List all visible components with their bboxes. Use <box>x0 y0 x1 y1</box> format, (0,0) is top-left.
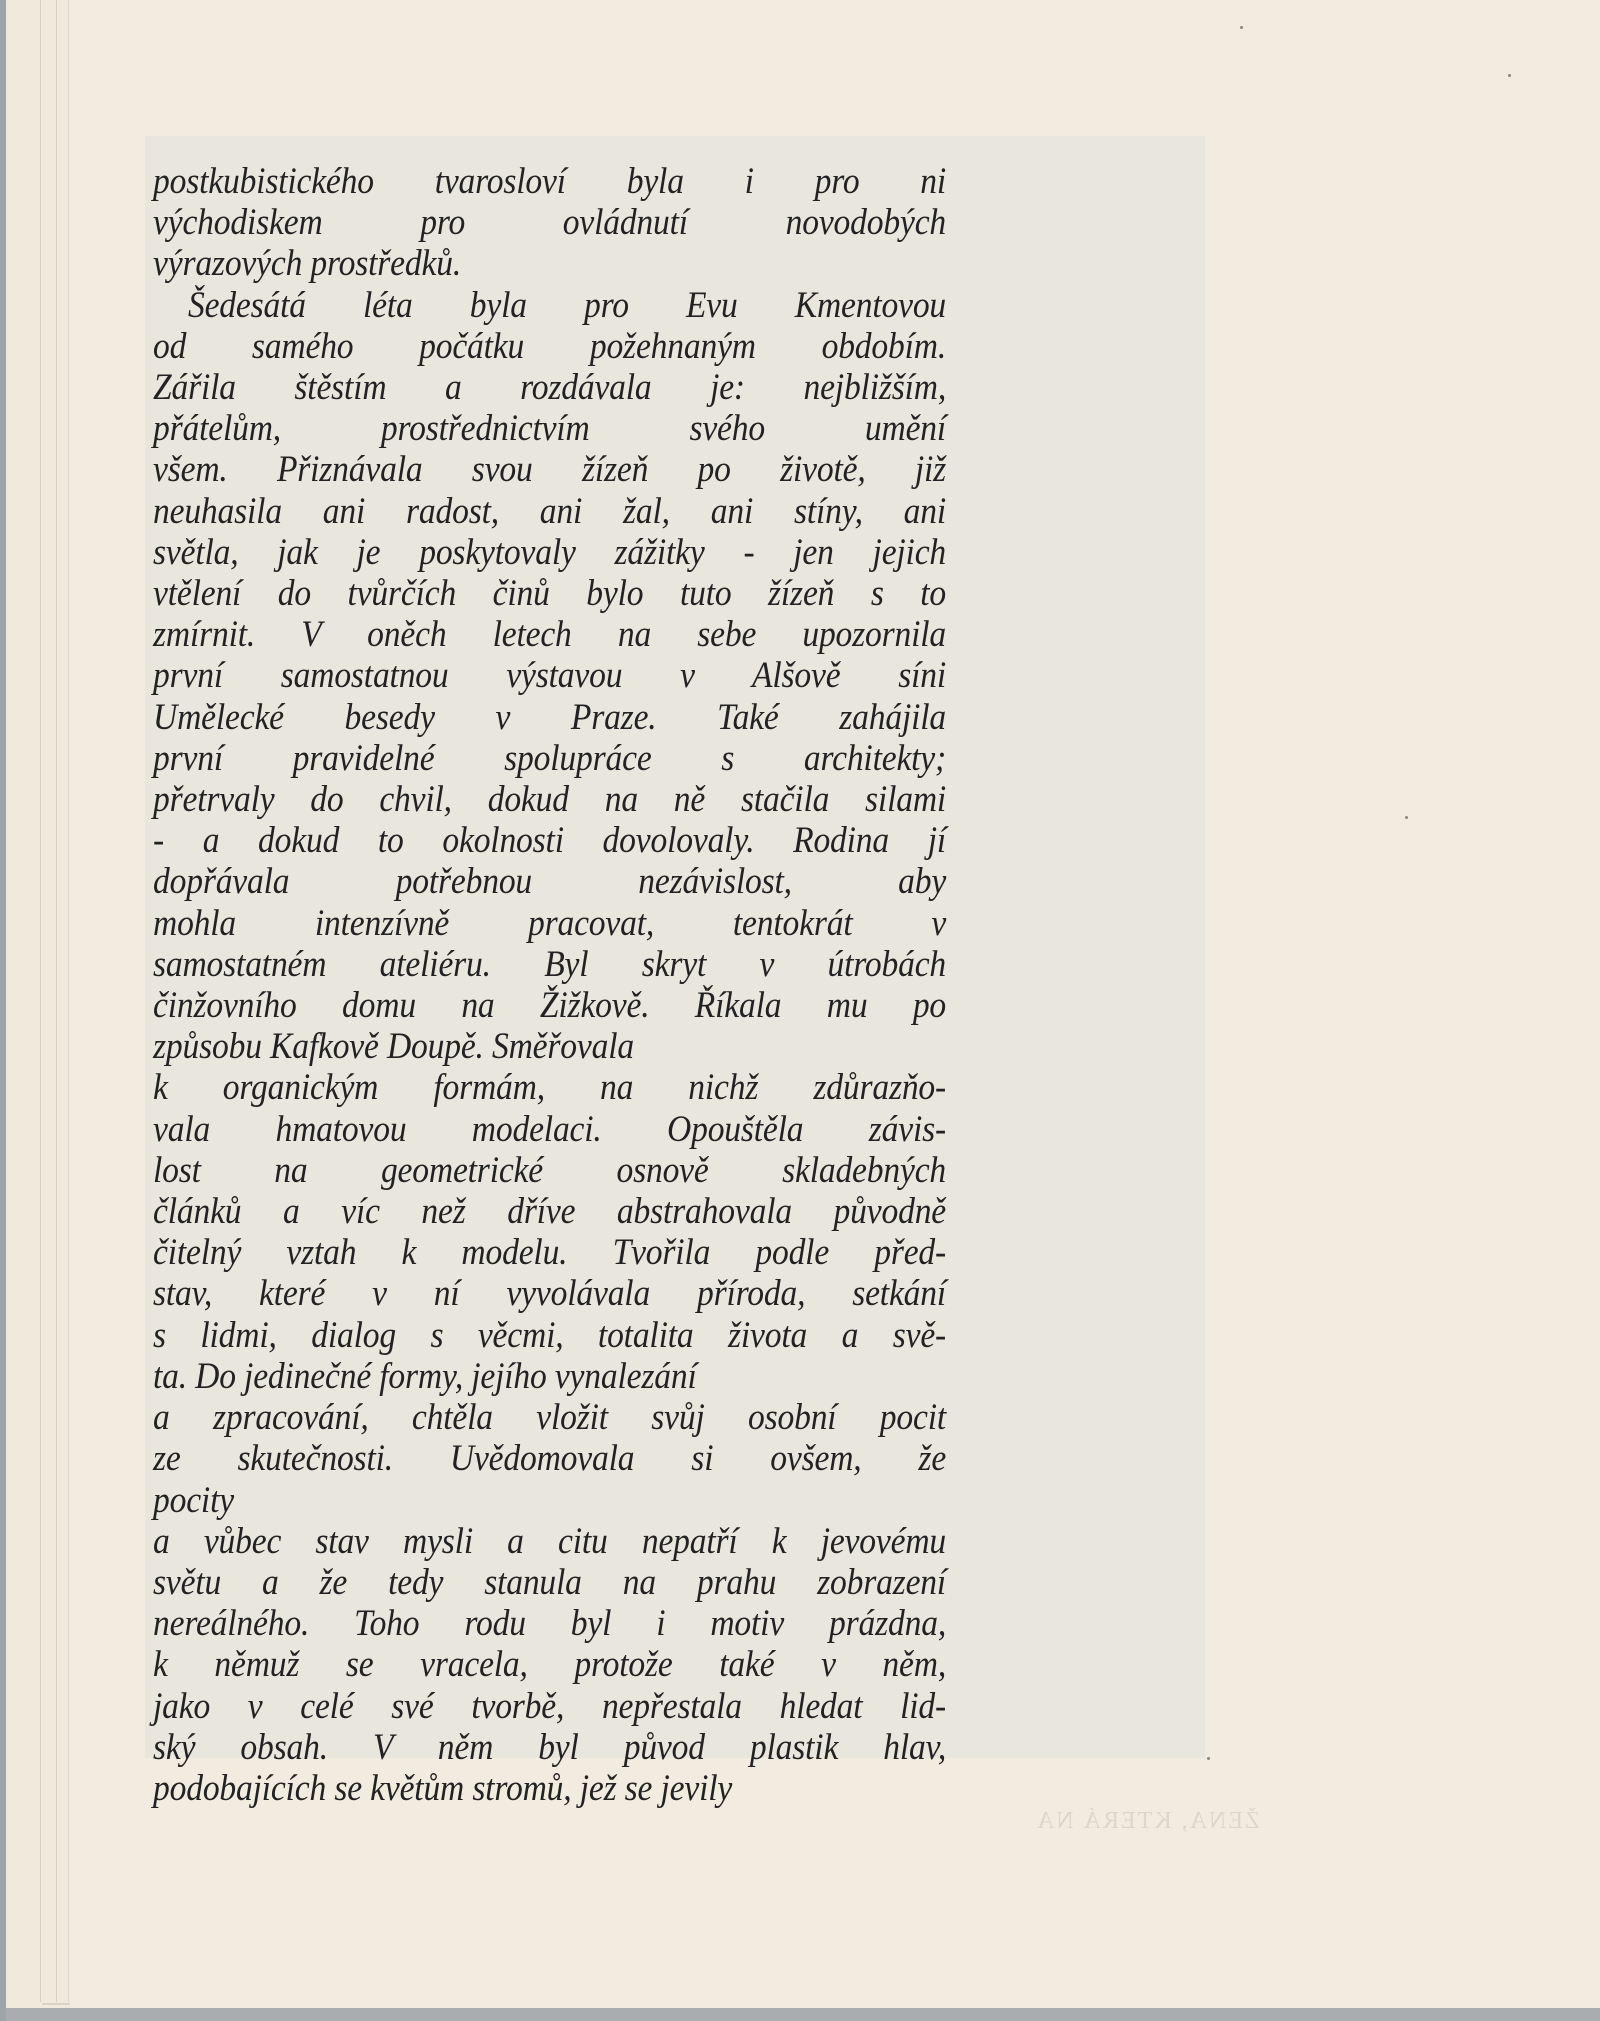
text-line: od samého počátku požehnaným obdobím. <box>153 324 947 366</box>
text-line: k němuž se vracela, protože také v něm, <box>153 1643 947 1685</box>
page-edge-line <box>68 0 69 2002</box>
text-line: výrazových prostředků. <box>153 242 462 284</box>
text-line: ta. Do jedinečné formy, jejího vynalezání <box>153 1354 697 1396</box>
text-line: nereálného. Toho rodu byl i motiv prázdna, <box>153 1602 947 1644</box>
text-line: všem. Přiznávala svou žízeň po životě, již <box>153 448 947 490</box>
text-line: způsobu Kafkově Doupě. Směřovala <box>153 1025 634 1067</box>
body-text <box>153 160 953 1808</box>
paper-speck <box>1240 26 1243 29</box>
text-line: samostatném ateliéru. Byl skryt v útrobách <box>153 942 947 984</box>
text-line: Šedesátá léta byla pro Evu Kmentovou <box>187 283 947 325</box>
paper-speck <box>1508 74 1511 77</box>
text-line: neuhasila ani radost, ani žal, ani stíny, ani <box>153 489 947 531</box>
text-line: zmírnit. V oněch letech na sebe upozornila <box>153 613 947 655</box>
page-edge-line <box>56 0 57 2002</box>
text-line: vala hmatovou modelaci. Opouštěla závis- <box>153 1107 947 1149</box>
text-line: přetrvaly do chvil, dokud na ně stačila silami <box>153 778 947 820</box>
text-line: činžovního domu na Žižkově. Říkala mu po <box>153 984 947 1026</box>
text-line: Umělecké besedy v Praze. Také zahájila <box>153 695 947 737</box>
text-line: článků a víc než dříve abstrahovala původně <box>153 1190 947 1232</box>
text-line: čitelný vztah k modelu. Tvořila podle před- <box>153 1231 947 1273</box>
text-line: přátelům, prostřednictvím svého umění <box>153 407 947 449</box>
text-line: světu a že tedy stanula na prahu zobrazení <box>153 1560 947 1602</box>
text-line: k organickým formám, na nichž zdůrazňo- <box>153 1066 947 1108</box>
text-line: ze skutečnosti. Uvědomovala si ovšem, že <box>153 1437 947 1479</box>
paper-speck <box>1405 816 1408 819</box>
text-line: postkubistického tvarosloví byla i pro ni <box>153 160 947 201</box>
text-line: s lidmi, dialog s věcmi, totalita života a svě- <box>153 1313 947 1355</box>
text-line: světla, jak je poskytovaly zážitky - jen jejich <box>153 530 947 572</box>
text-line: první pravidelné spolupráce s architekty; <box>153 736 947 778</box>
text-line: dopřávala potřebnou nezávislost, aby <box>153 860 947 902</box>
text-line: podobajících se květům stromů, jež se jevily <box>153 1766 733 1808</box>
text-line: - a dokud to okolnosti dovolovaly. Rodina jí <box>153 819 947 861</box>
text-line: a zpracování, chtěla vložit svůj osobní pocit <box>153 1396 947 1438</box>
text-line: stav, které v ní vyvolávala příroda, setkání <box>153 1272 947 1314</box>
text-line: vtělení do tvůrčích činů bylo tuto žízeň s to <box>153 572 947 614</box>
text-line: Zářila štěstím a rozdávala je: nejbližším, <box>153 366 947 408</box>
paper-speck <box>1207 1757 1210 1760</box>
text-line: východiskem pro ovládnutí novodobých <box>153 201 947 243</box>
bleed-through-text: ŽENA, KTERÁ NA <box>1035 1808 1260 1834</box>
text-line: mohla intenzívně pracovat, tentokrát v <box>153 901 947 943</box>
text-line: a vůbec stav mysli a citu nepatří k jevovému <box>153 1519 947 1561</box>
text-line: jako v celé své tvorbě, nepřestala hledat lid- <box>153 1684 947 1726</box>
page-edge-line <box>40 0 41 2002</box>
text-line: pocity <box>153 1478 234 1520</box>
text-line: ský obsah. V něm byl původ plastik hlav, <box>153 1725 947 1767</box>
text-line: první samostatnou výstavou v Alšově síni <box>153 654 947 696</box>
text-line: lost na geometrické osnově skladebných <box>153 1148 947 1190</box>
